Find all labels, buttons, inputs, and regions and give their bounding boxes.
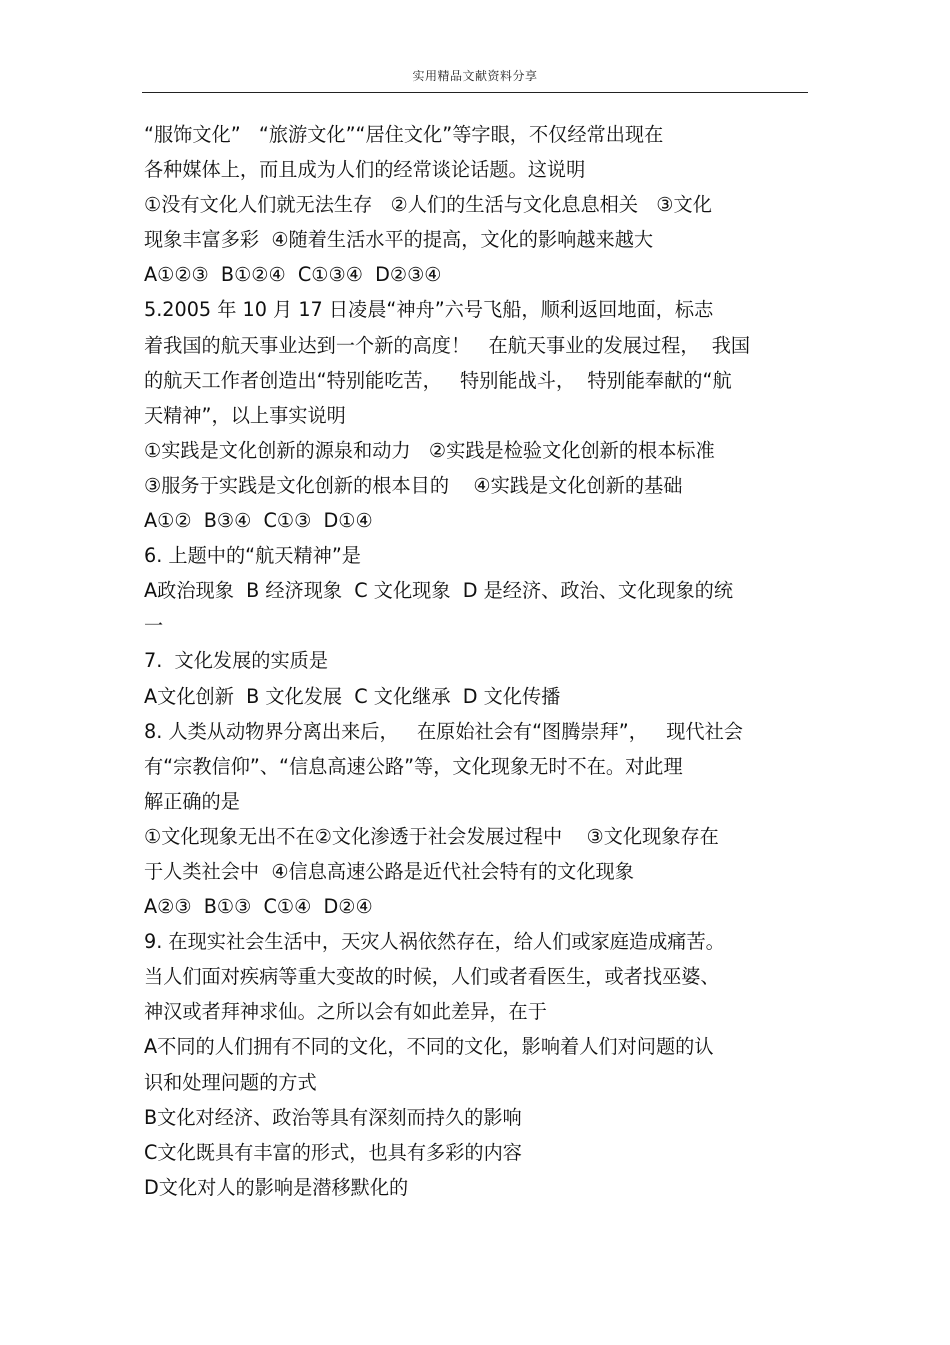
text-line: ①实践是文化创新的源泉和动力 ②实践是检验文化创新的根本标准 xyxy=(144,438,715,462)
text-line: A政治现象 B 经济现象 C 文化现象 D 是经济、政治、文化现象的统 xyxy=(144,579,734,603)
text-line: ①文化现象无出不在②文化渗透于社会发展过程中 ③文化现象存在 xyxy=(144,824,719,848)
option-d: D文化对人的影响是潜移默化的 xyxy=(144,1175,409,1199)
page-header xyxy=(142,62,808,93)
text-line: 现象丰富多彩 ④随着生活水平的提高，文化的影响越来越大 xyxy=(144,228,654,252)
text-line: 天精神”，以上事实说明 xyxy=(144,403,346,427)
question-5: 5.2005 年 10 月 17 日凌晨“神舟”六号飞船，顺利返回地面，标志 xyxy=(144,298,714,322)
document-body xyxy=(144,117,808,1205)
text-line: ③服务于实践是文化创新的根本目的 ④实践是文化创新的基础 xyxy=(144,473,683,497)
text-line: 一 xyxy=(144,614,164,638)
text-line: 各种媒体上，而且成为人们的经常谈论话题。这说明 xyxy=(144,158,586,182)
text-line: ①没有文化人们就无法生存 ②人们的生活与文化息息相关 ③文化 xyxy=(144,193,712,217)
text-line: 解正确的是 xyxy=(144,789,240,813)
text-line: 神汉或者拜神求仙。之所以会有如此差异，在于 xyxy=(144,1000,547,1024)
question-6: 6. 上题中的“航天精神”是 xyxy=(144,544,361,568)
text-line: 的航天工作者创造出“特别能吃苦， 特别能战斗， 特别能奉献的“航 xyxy=(144,368,732,392)
question-8: 8. 人类从动物界分离出来后， 在原始社会有“图腾崇拜”， 现代社会 xyxy=(144,719,743,743)
question-7: 7. 文化发展的实质是 xyxy=(144,649,329,673)
text-line: “服饰文化” “旅游文化”“居住文化”等字眼，不仅经常出现在 xyxy=(144,123,664,146)
text-line: 识和处理问题的方式 xyxy=(144,1070,317,1094)
text-line: 当人们面对疾病等重大变故的时候，人们或者看医生，或者找巫婆、 xyxy=(144,965,720,989)
text-line: 有“宗教信仰”、“信息高速公路”等，文化现象无时不在。对此理 xyxy=(144,754,683,778)
text-line: 着我国的航天事业达到一个新的高度！ 在航天事业的发展过程， 我国 xyxy=(144,333,751,357)
option-a: A不同的人们拥有不同的文化，不同的文化，影响着人们对问题的认 xyxy=(144,1035,714,1059)
question-9: 9. 在现实社会生活中，天灾人祸依然存在，给人们或家庭造成痛苦。 xyxy=(144,930,725,954)
option-c: C文化既具有丰富的形式，也具有多彩的内容 xyxy=(144,1140,522,1164)
text-line: 于人类社会中 ④信息高速公路是近代社会特有的文化现象 xyxy=(144,859,634,883)
option-b: B文化对经济、政治等具有深刻而持久的影响 xyxy=(144,1105,522,1129)
answer-options: A①②③ B①②④ C①③④ D②③④ xyxy=(144,263,442,287)
answer-options: A①② B③④ C①③ D①④ xyxy=(144,509,373,533)
answer-options: A②③ B①③ C①④ D②④ xyxy=(144,895,373,919)
answer-options: A文化创新 B 文化发展 C 文化继承 D 文化传播 xyxy=(144,684,561,708)
header-title: 实用精品文献资料分享 xyxy=(412,69,538,83)
